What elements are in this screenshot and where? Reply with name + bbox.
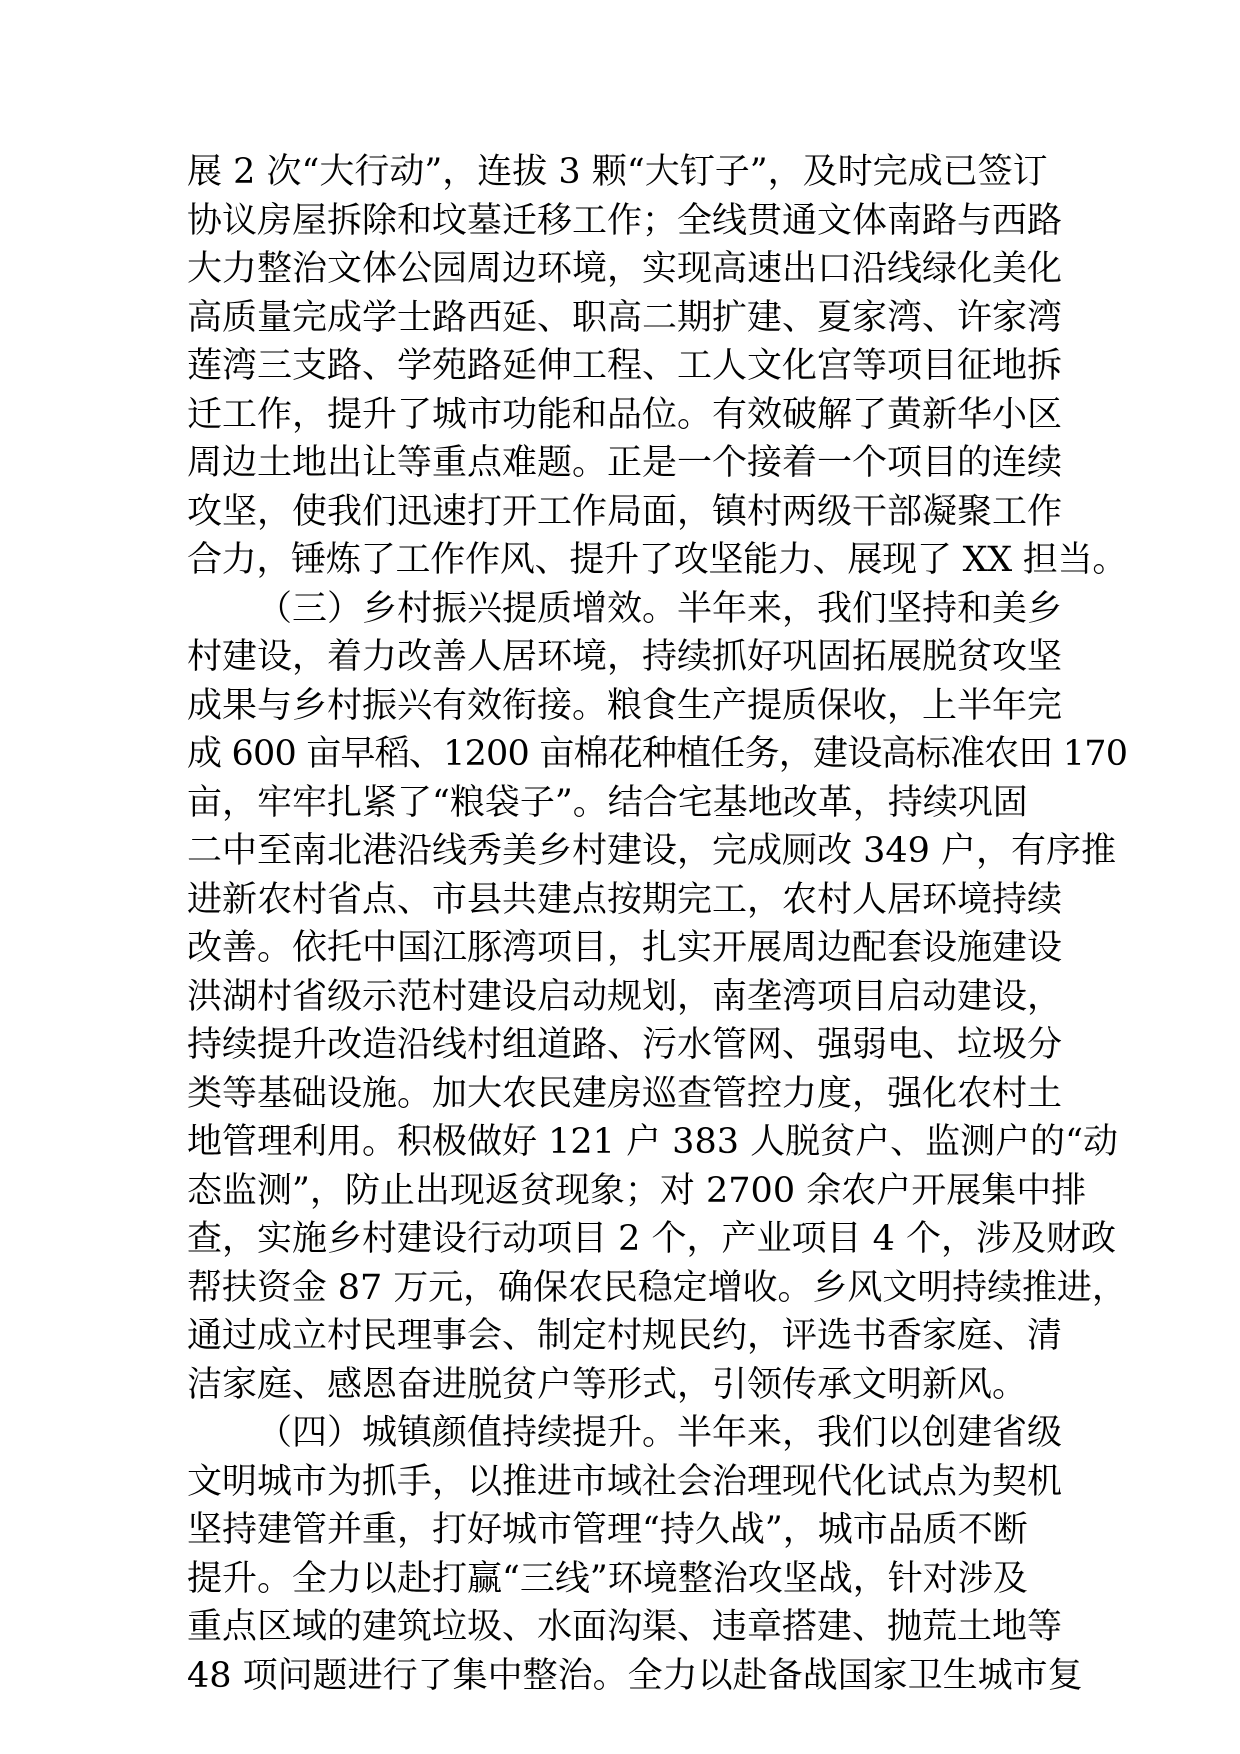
text-line: 周边土地出让等重点难题。正是一个接着一个项目的连续 xyxy=(187,443,1063,483)
text-line: 莲湾三支路、学苑路延伸工程、工人文化宫等项目征地拆 xyxy=(187,346,1063,386)
text-line: 协议房屋拆除和坟墓迁移工作；全线贯通文体南路与西路 xyxy=(187,200,1063,241)
text-line: 展 2 次“大行动”，连拔 3 颗“大钉子”，及时完成已签订 xyxy=(187,152,1048,192)
text-line: 洁家庭、感恩奋进脱贫户等形式，引领传承文明新风。 xyxy=(187,1364,1028,1405)
text-line: 改善。依托中国江豚湾项目，扎实开展周边配套设施建设 xyxy=(187,928,1063,968)
text-line: 二中至南北港沿线秀美乡村建设，完成厕改 349 户，有序推 xyxy=(187,831,1117,871)
text-line: 洪湖村省级示范村建设启动规划，南垄湾项目启动建设， xyxy=(187,976,1063,1017)
text-line: 48 项问题进行了集中整治。全力以赴备战国家卫生城市复 xyxy=(187,1655,1083,1696)
text-line: 态监测”，防止出现返贫现象；对 2700 余农户开展集中排 xyxy=(187,1170,1087,1211)
text-line: 地管理利用。积极做好 121 户 383 人脱贫户、监测户的“动 xyxy=(187,1122,1119,1162)
text-line: 亩，牢牢扎紧了“粮袋子”。结合宅基地改革，持续巩固 xyxy=(187,782,1028,823)
text-line: 查，实施乡村建设行动项目 2 个，产业项目 4 个，涉及财政 xyxy=(187,1219,1117,1259)
section-heading-line: （三）乡村振兴提质增效。半年来，我们坚持和美乡 xyxy=(257,588,1063,629)
text-line: 重点区域的建筑垃圾、水面沟渠、违章搭建、抛荒土地等 xyxy=(187,1607,1063,1647)
text-line: 成 600 亩早稻、1200 亩棉花种植任务，建设高标准农田 170 xyxy=(187,734,1128,774)
section-heading-line: （四）城镇颜值持续提升。半年来，我们以创建省级 xyxy=(257,1413,1063,1453)
text-line: 通过成立村民理事会、制定村规民约，评选书香家庭、清 xyxy=(187,1316,1063,1356)
text-line: 高质量完成学士路西延、职高二期扩建、夏家湾、许家湾 xyxy=(187,297,1063,338)
text-line: 合力，锤炼了工作作风、提升了攻坚能力、展现了 XX 担当。 xyxy=(187,540,1128,580)
text-line: 成果与乡村振兴有效衔接。粮食生产提质保收，上半年完 xyxy=(187,685,1063,726)
text-line: 迁工作，提升了城市功能和品位。有效破解了黄新华小区 xyxy=(187,394,1063,435)
text-line: 坚持建管并重，打好城市管理“持久战”，城市品质不断 xyxy=(187,1510,1028,1550)
text-line: 进新农村省点、市县共建点按期完工，农村人居环境持续 xyxy=(187,879,1063,920)
text-line: 持续提升改造沿线村组道路、污水管网、强弱电、垃圾分 xyxy=(187,1025,1063,1065)
text-line: 攻坚，使我们迅速打开工作局面，镇村两级干部凝聚工作 xyxy=(187,491,1063,532)
text-line: 村建设，着力改善人居环境，持续抓好巩固拓展脱贫攻坚 xyxy=(187,637,1063,677)
text-line: 提升。全力以赴打赢“三线”环境整治攻坚战，针对涉及 xyxy=(187,1558,1028,1599)
text-line: 类等基础设施。加大农民建房巡查管控力度，强化农村土 xyxy=(187,1073,1063,1114)
text-line: 帮扶资金 87 万元，确保农民稳定增收。乡风文明持续推进， xyxy=(187,1267,1127,1308)
text-line: 大力整治文体公园周边环境，实现高速出口沿线绿化美化 xyxy=(187,249,1063,289)
body-text xyxy=(187,148,1128,1700)
text-line: 文明城市为抓手，以推进市域社会治理现代化试点为契机 xyxy=(187,1461,1063,1502)
